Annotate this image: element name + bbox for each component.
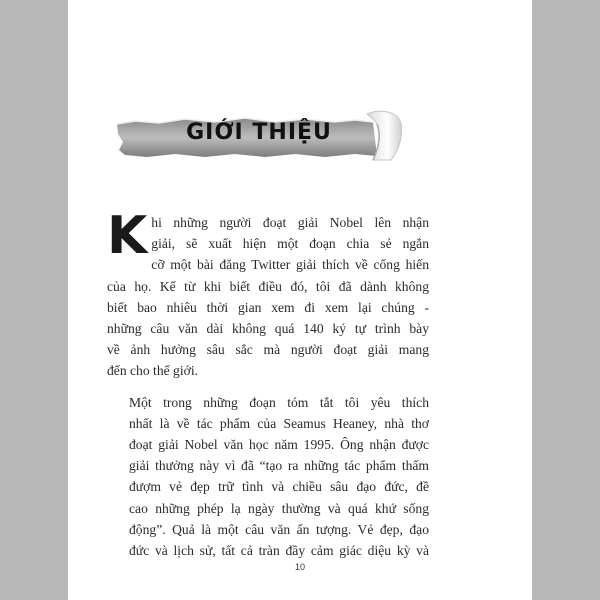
text-line: hi những người đoạt giải Nobel lên nhận (151, 215, 429, 230)
paragraph-1 (107, 206, 429, 382)
text-line: đượm vẻ đẹp trữ tình và chiều sâu đạo đức, đề (129, 479, 429, 495)
chapter-heading-banner (115, 110, 407, 162)
drop-cap: K (107, 206, 148, 266)
text-line: cỡ một bài đăng Twitter giải thích về cống hiến (151, 257, 429, 273)
text-line: động”. Quả là một câu văn ấn tượng. Vẻ đẹp, đạo (129, 521, 429, 537)
paragraph-2 (107, 392, 429, 562)
text-line: nhất là về tác phẩm của Seamus Heaney, nhà thơ (129, 415, 429, 431)
page-number: 10 (294, 562, 305, 572)
text-line: biết bao nhiêu thời gian xem đi xem lại chúng - (107, 299, 429, 315)
body-text (107, 206, 429, 561)
text-line: của họ. Kể từ khi biết điều đó, tôi đã dành không (107, 278, 429, 294)
text-line: giải, sẽ xuất hiện một đoạn chia sẻ ngắn (151, 236, 429, 252)
text-line: đức và lịch sử, tất cả tràn đầy cảm giác diệu kỳ và (129, 543, 429, 559)
text-line: đến cho thế giới. (107, 363, 198, 379)
text-line: về ảnh hưởng sâu sắc mà người đoạt giải mang (107, 342, 429, 358)
text-line: những câu văn dài không quá 140 ký tự trình bày (107, 321, 429, 337)
chapter-title: GIỚI THIỆU (186, 120, 332, 145)
text-line: đoạt giải Nobel văn học năm 1995. Ông nhận được (129, 437, 429, 453)
text-line: Một trong những đoạn tóm tắt tôi yêu thích (129, 394, 429, 410)
text-line: giải thưởng này vì đã “tạo ra những tác phẩm thấm (129, 458, 429, 474)
text-line: cao những phép lạ ngày thường và quá khứ sống (129, 500, 429, 516)
